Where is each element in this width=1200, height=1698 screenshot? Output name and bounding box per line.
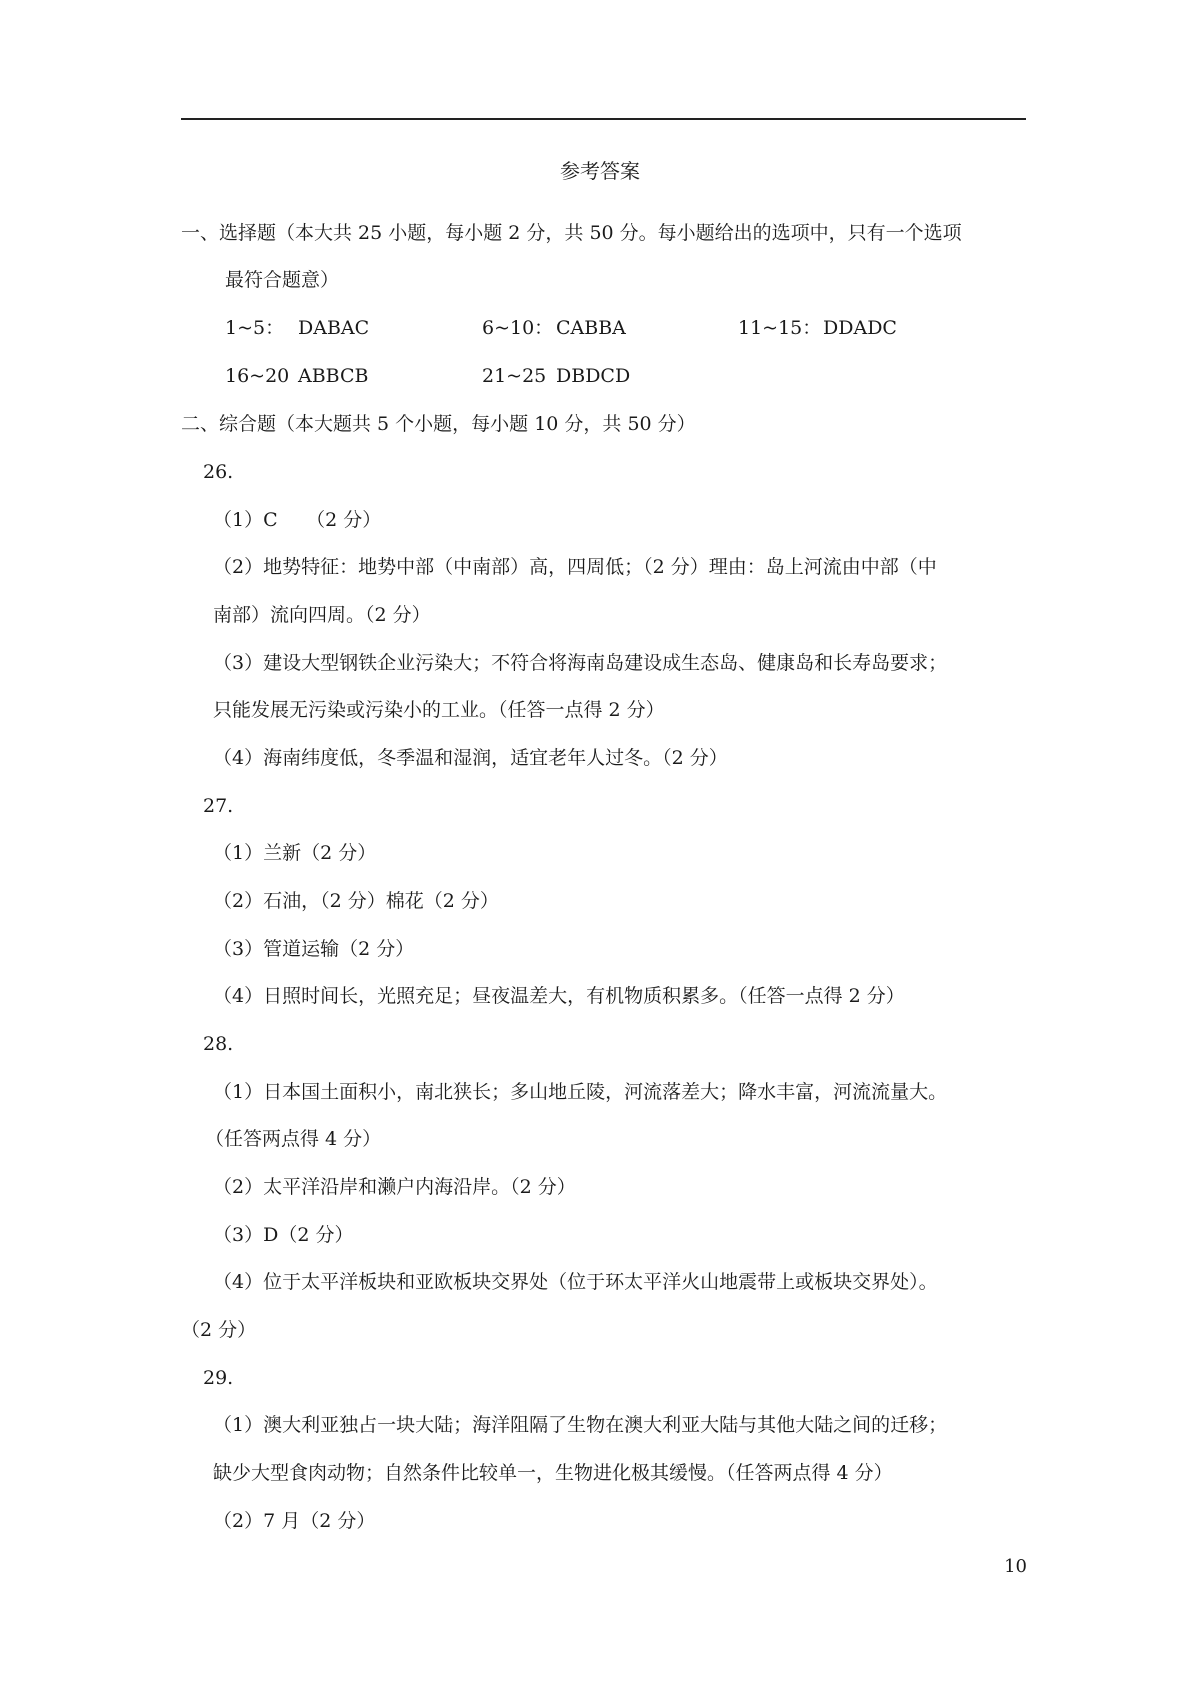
page-number: 10 — [1004, 1556, 1027, 1577]
q27-answer-2: （2）石油，（2 分）棉花（2 分） — [213, 890, 499, 912]
answer-range: 16~20 — [225, 365, 290, 387]
answer-value: DABAC — [298, 317, 370, 339]
q28-answer-4-cont: （2 分） — [181, 1319, 257, 1341]
q27-answer-4: （4）日照时间长，光照充足；昼夜温差大，有机物质积累多。（任答一点得 2 分） — [213, 985, 905, 1007]
header-rule — [181, 118, 1026, 120]
q28-answer-1: （1）日本国土面积小，南北狭长；多山地丘陵，河流落差大；降水丰富，河流流量大。 — [213, 1081, 948, 1103]
section2-heading: 二、综合题（本大题共 5 个小题，每小题 10 分，共 50 分） — [181, 413, 696, 435]
q29-answer-2: （2）7 月（2 分） — [213, 1510, 376, 1532]
answer-value: DDADC — [823, 317, 897, 339]
question-number-29: 29. — [203, 1367, 234, 1389]
answer-value: CABBA — [556, 317, 626, 339]
section1-heading: 一、选择题（本大共 25 小题，每小题 2 分，共 50 分。每小题给出的选项中，只有一个选项 — [181, 222, 962, 244]
q27-answer-3: （3）管道运输（2 分） — [213, 938, 415, 960]
q26-answer-2: （2）地势特征：地势中部（中南部）高，四周低；（2 分）理由：岛上河流由中部（中 — [213, 556, 937, 578]
q26-answer-2-cont: 南部）流向四周。（2 分） — [213, 604, 431, 626]
answer-range: 21~25 — [482, 365, 547, 387]
q28-answer-2: （2）太平洋沿岸和濑户内海沿岸。（2 分） — [213, 1176, 576, 1198]
answer-value: DBDCD — [556, 365, 631, 387]
answer-range: 1~5： — [225, 317, 285, 339]
q26-answer-1: （1）C （2 分） — [213, 509, 382, 531]
q28-answer-4: （4）位于太平洋板块和亚欧板块交界处（位于环太平洋火山地震带上或板块交界处）。 — [213, 1271, 938, 1293]
q29-answer-1-cont: 缺少大型食肉动物；自然条件比较单一，生物进化极其缓慢。（任答两点得 4 分） — [213, 1462, 893, 1484]
q29-answer-1: （1）澳大利亚独占一块大陆；海洋阻隔了生物在澳大利亚大陆与其他大陆之间的迁移； — [213, 1414, 948, 1436]
question-number-26: 26. — [203, 461, 234, 483]
answer-range: 6~10： — [482, 317, 554, 339]
section1-heading-cont: 最符合题意） — [225, 269, 340, 291]
q28-answer-3: （3）D（2 分） — [213, 1224, 354, 1246]
q26-answer-3-cont: 只能发展无污染或污染小的工业。（任答一点得 2 分） — [213, 699, 665, 721]
q26-answer-3: （3）建设大型钢铁企业污染大；不符合将海南岛建设成生态岛、健康岛和长寿岛要求； — [213, 652, 948, 674]
answer-value: ABBCB — [298, 365, 369, 387]
page-title: 参考答案 — [560, 159, 640, 183]
q27-answer-1: （1）兰新（2 分） — [213, 842, 377, 864]
question-number-27: 27. — [203, 795, 234, 817]
question-number-28: 28. — [203, 1033, 234, 1055]
answer-range: 11~15： — [738, 317, 822, 339]
q28-answer-1-cont: （任答两点得 4 分） — [205, 1128, 382, 1150]
q26-answer-4: （4）海南纬度低，冬季温和湿润，适宜老年人过冬。（2 分） — [213, 747, 728, 769]
